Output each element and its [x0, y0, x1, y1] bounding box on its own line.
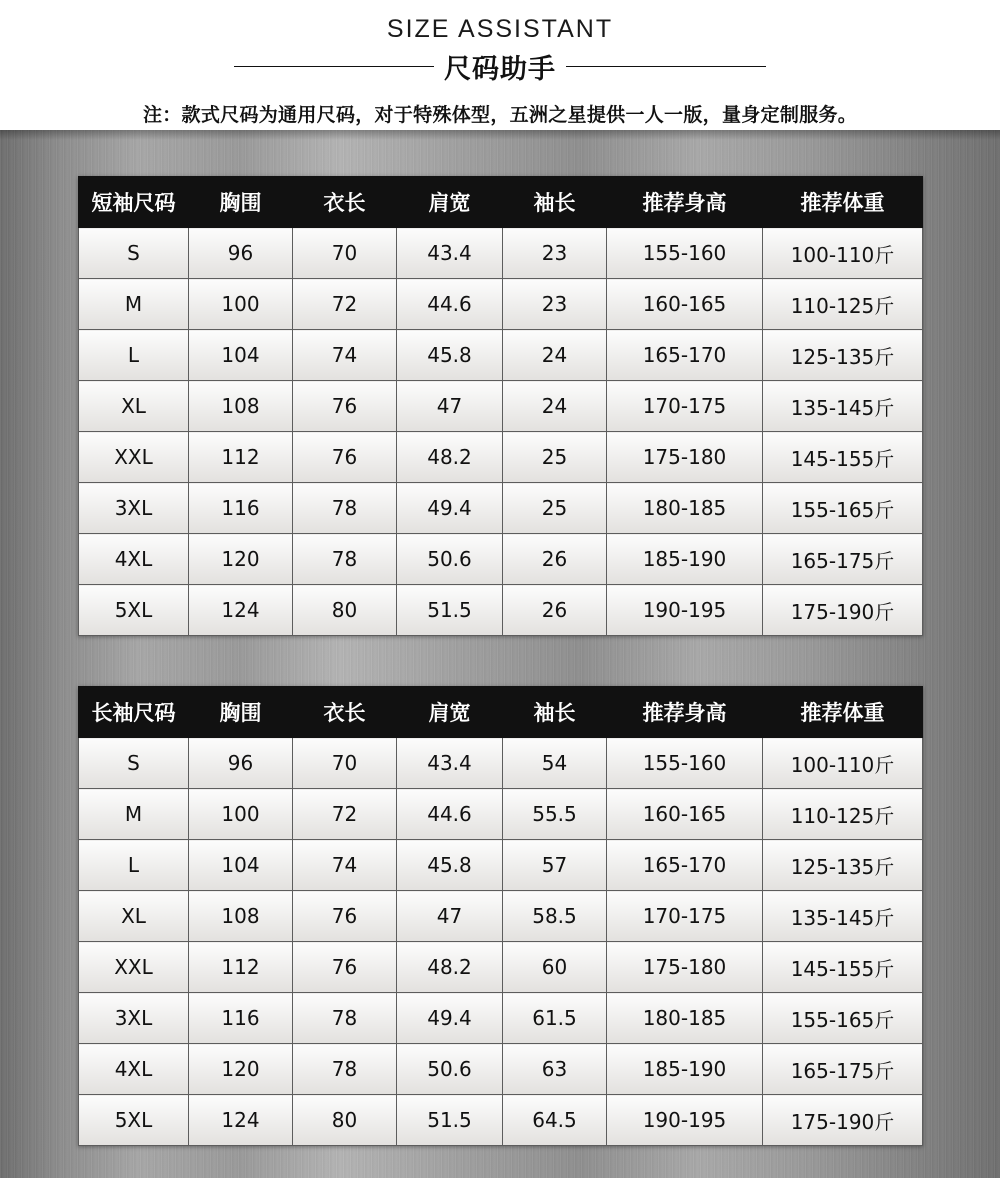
table-cell: 48.2 [397, 942, 503, 993]
table-cell: 44.6 [397, 279, 503, 330]
table-cell: 180-185 [607, 483, 763, 534]
size-label-cell: M [79, 789, 189, 840]
table-cell: 72 [293, 279, 397, 330]
size-label-cell: XXL [79, 942, 189, 993]
size-label-cell: M [79, 279, 189, 330]
size-label-cell: L [79, 840, 189, 891]
size-label-cell: 5XL [79, 585, 189, 636]
table-cell: 63 [503, 1044, 607, 1095]
table-cell: 24 [503, 330, 607, 381]
table-cell: 43.4 [397, 228, 503, 279]
table-cell: 145-155斤 [763, 942, 923, 993]
table-cell: 78 [293, 483, 397, 534]
table-cell: 155-165斤 [763, 483, 923, 534]
table-cell: 80 [293, 585, 397, 636]
table-cell: 26 [503, 585, 607, 636]
title-rule-left [234, 66, 434, 67]
table-cell: 160-165 [607, 279, 763, 330]
table-cell: 51.5 [397, 1095, 503, 1146]
table-cell: 190-195 [607, 585, 763, 636]
column-header: 推荐体重 [763, 687, 923, 738]
table-row [79, 1095, 923, 1146]
table-header-row [79, 687, 923, 738]
table-cell: 175-190斤 [763, 585, 923, 636]
table-cell: 112 [189, 942, 293, 993]
column-header: 推荐身高 [607, 687, 763, 738]
page-title-chinese: 尺码助手 [444, 54, 556, 85]
table-cell: 50.6 [397, 534, 503, 585]
table-cell: 175-190斤 [763, 1095, 923, 1146]
column-header: 推荐体重 [763, 177, 923, 228]
table-cell: 24 [503, 381, 607, 432]
table-cell: 60 [503, 942, 607, 993]
table-cell: 155-165斤 [763, 993, 923, 1044]
table-cell: 96 [189, 228, 293, 279]
table-cell: 112 [189, 432, 293, 483]
table-cell: 23 [503, 228, 607, 279]
table-cell: 48.2 [397, 432, 503, 483]
size-label-cell: L [79, 330, 189, 381]
table-cell: 124 [189, 1095, 293, 1146]
table-cell: 120 [189, 1044, 293, 1095]
table-row [79, 534, 923, 585]
table-cell: 74 [293, 840, 397, 891]
table-cell: 54 [503, 738, 607, 789]
table-cell: 100-110斤 [763, 228, 923, 279]
table-cell: 185-190 [607, 534, 763, 585]
table-cell: 155-160 [607, 738, 763, 789]
size-label-cell: S [79, 228, 189, 279]
table-cell: 78 [293, 993, 397, 1044]
table-cell: 96 [189, 738, 293, 789]
table-cell: 170-175 [607, 381, 763, 432]
table-cell: 64.5 [503, 1095, 607, 1146]
table-cell: 100 [189, 789, 293, 840]
size-label-cell: 4XL [79, 1044, 189, 1095]
table-cell: 165-175斤 [763, 534, 923, 585]
table-row [79, 738, 923, 789]
table-cell: 165-170 [607, 330, 763, 381]
tables-root [78, 176, 922, 1146]
table-cell: 110-125斤 [763, 789, 923, 840]
column-header: 肩宽 [397, 177, 503, 228]
table-row [79, 1044, 923, 1095]
table-cell: 180-185 [607, 993, 763, 1044]
size-label-cell: 3XL [79, 483, 189, 534]
size-label-cell: XL [79, 381, 189, 432]
table-cell: 104 [189, 330, 293, 381]
table-cell: 78 [293, 1044, 397, 1095]
table-cell: 116 [189, 993, 293, 1044]
size-note: 注：款式尺码为通用尺码，对于特殊体型，五洲之星提供一人一版，量身定制服务。 [142, 104, 858, 126]
table-row [79, 228, 923, 279]
table-cell: 170-175 [607, 891, 763, 942]
column-header: 衣长 [293, 177, 397, 228]
table-cell: 26 [503, 534, 607, 585]
table-cell: 25 [503, 483, 607, 534]
table-cell: 110-125斤 [763, 279, 923, 330]
column-header: 胸围 [189, 177, 293, 228]
size-label-cell: 3XL [79, 993, 189, 1044]
table-cell: 57 [503, 840, 607, 891]
table-cell: 108 [189, 381, 293, 432]
table-cell: 100 [189, 279, 293, 330]
table-cell: 58.5 [503, 891, 607, 942]
table-row [79, 840, 923, 891]
table-cell: 47 [397, 381, 503, 432]
table-cell: 80 [293, 1095, 397, 1146]
table-cell: 155-160 [607, 228, 763, 279]
table-row [79, 789, 923, 840]
column-header: 袖长 [503, 177, 607, 228]
table-cell: 165-170 [607, 840, 763, 891]
table-cell: 43.4 [397, 738, 503, 789]
table-cell: 61.5 [503, 993, 607, 1044]
table-cell: 135-145斤 [763, 891, 923, 942]
table-cell: 72 [293, 789, 397, 840]
column-header: 袖长 [503, 687, 607, 738]
table-cell: 55.5 [503, 789, 607, 840]
table-cell: 145-155斤 [763, 432, 923, 483]
column-header: 推荐身高 [607, 177, 763, 228]
table-cell: 116 [189, 483, 293, 534]
table-cell: 74 [293, 330, 397, 381]
table-cell: 50.6 [397, 1044, 503, 1095]
column-header: 肩宽 [397, 687, 503, 738]
table-row [79, 585, 923, 636]
table-cell: 135-145斤 [763, 381, 923, 432]
page-title-chinese-wrap [0, 47, 1000, 86]
table-header-row [79, 177, 923, 228]
table-cell: 120 [189, 534, 293, 585]
table-row [79, 330, 923, 381]
column-header: 长袖尺码 [79, 687, 189, 738]
size-table-long-sleeve [78, 686, 923, 1146]
table-cell: 104 [189, 840, 293, 891]
table-cell: 190-195 [607, 1095, 763, 1146]
table-cell: 45.8 [397, 330, 503, 381]
tables-background-panel [0, 130, 1000, 1178]
table-cell: 51.5 [397, 585, 503, 636]
table-cell: 45.8 [397, 840, 503, 891]
table-cell: 25 [503, 432, 607, 483]
size-label-cell: XL [79, 891, 189, 942]
table-cell: 49.4 [397, 993, 503, 1044]
table-row [79, 942, 923, 993]
table-cell: 76 [293, 942, 397, 993]
table-cell: 175-180 [607, 432, 763, 483]
column-header: 短袖尺码 [79, 177, 189, 228]
table-row [79, 279, 923, 330]
table-cell: 70 [293, 738, 397, 789]
column-header: 胸围 [189, 687, 293, 738]
table-cell: 49.4 [397, 483, 503, 534]
table-row [79, 993, 923, 1044]
title-rule-right [566, 66, 766, 67]
table-cell: 125-135斤 [763, 840, 923, 891]
table-cell: 165-175斤 [763, 1044, 923, 1095]
table-cell: 70 [293, 228, 397, 279]
table-cell: 47 [397, 891, 503, 942]
column-header: 衣长 [293, 687, 397, 738]
table-cell: 124 [189, 585, 293, 636]
table-cell: 100-110斤 [763, 738, 923, 789]
size-label-cell: 4XL [79, 534, 189, 585]
table-row [79, 432, 923, 483]
table-cell: 78 [293, 534, 397, 585]
table-cell: 44.6 [397, 789, 503, 840]
table-cell: 76 [293, 381, 397, 432]
table-cell: 76 [293, 891, 397, 942]
table-cell: 185-190 [607, 1044, 763, 1095]
size-label-cell: 5XL [79, 1095, 189, 1146]
table-row [79, 483, 923, 534]
table-cell: 175-180 [607, 942, 763, 993]
table-cell: 108 [189, 891, 293, 942]
table-row [79, 891, 923, 942]
size-label-cell: XXL [79, 432, 189, 483]
size-table-short-sleeve [78, 176, 923, 636]
table-cell: 160-165 [607, 789, 763, 840]
size-label-cell: S [79, 738, 189, 789]
page-title-english: SIZE ASSISTANT [386, 15, 614, 43]
table-cell: 125-135斤 [763, 330, 923, 381]
page-header [0, 0, 1000, 130]
table-cell: 76 [293, 432, 397, 483]
table-row [79, 381, 923, 432]
table-cell: 23 [503, 279, 607, 330]
